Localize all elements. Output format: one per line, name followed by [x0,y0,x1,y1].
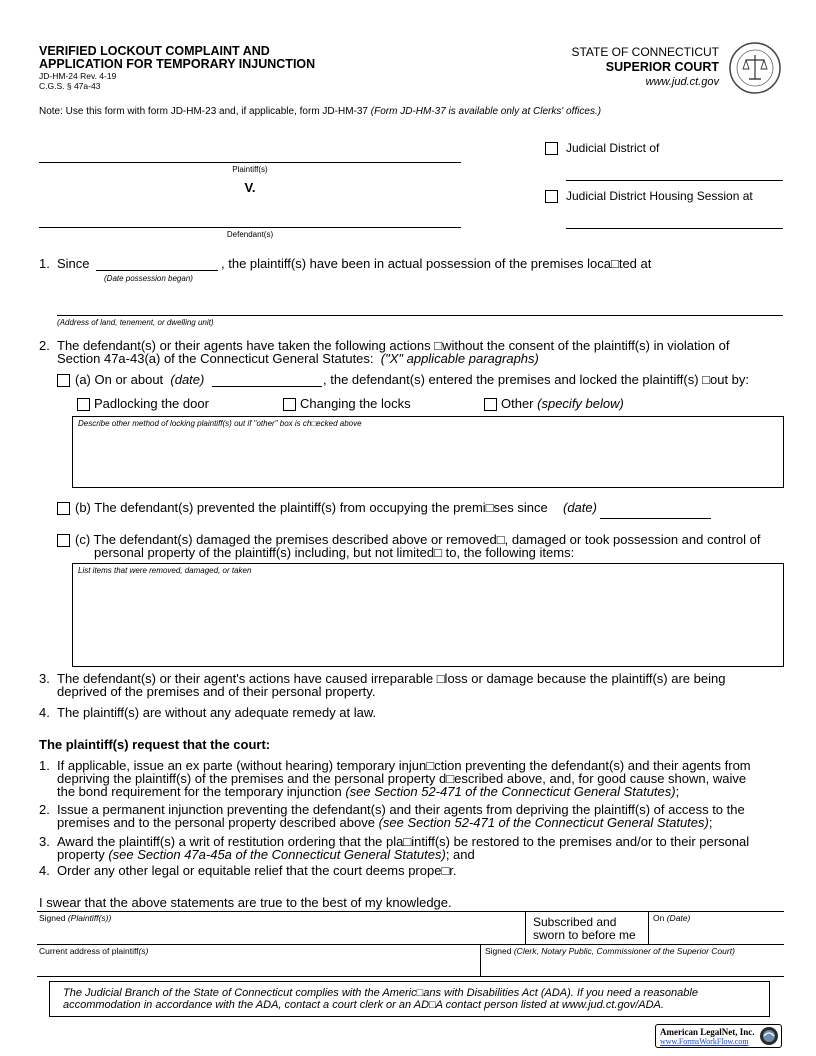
request-heading: The plaintiff(s) request that the court: [39,737,271,752]
paragraph-b-checkbox[interactable] [57,502,70,515]
paragraph-b-date-hint: (date) [563,500,597,515]
signature-top-rule [37,911,784,912]
request2-line2: premises and to the personal property described above (see Section 52-471 of the Connecticut General Statutes); [57,815,713,830]
item3-line2: deprived of the premises and of their personal property. [57,684,376,699]
form-title-line2: APPLICATION FOR TEMPORARY INJUNCTION [39,57,316,71]
signature-bottom-rule [37,976,784,977]
request4-number: 4. [39,863,50,878]
globe-icon [759,1026,779,1046]
item1-number: 1. [39,256,50,271]
request1-number: 1. [39,758,50,773]
occupying-date-line[interactable] [600,518,711,519]
court-name: SUPERIOR COURT [605,60,719,74]
paragraph-c-line2: personal property of the plaintiff(s) including, but not limited□ to, the following items: [94,545,575,560]
subscribed-label: Subscribed and sworn to before me [533,915,636,942]
form-title-line1: VERIFIED LOCKOUT COMPLAINT AND [39,44,270,58]
signature-divider-2 [648,911,649,944]
item1-text: , the plaintiff(s) have been in actual possession of the premises loca□ted at [221,256,652,271]
plaintiff-line[interactable] [39,162,461,163]
item1-since: Since [57,256,90,271]
item2-line2: Section 47a-43(a) of the Connecticut General Statutes: ("X" applicable paragraphs) [57,351,539,366]
paragraph-a-checkbox[interactable] [57,374,70,387]
address-hint: (Address of land, tenement, or dwelling unit) [57,318,214,327]
possession-date-hint: (Date possession began) [104,274,193,283]
vendor-logo [655,1024,782,1048]
other-method-label: Other (specify below) [501,396,624,411]
request1-line2: depriving the plaintiff(s) of the premises and the personal property d□escribed above, and, for good cause shown, waive [57,771,747,786]
request3-line1: Award the plaintiff(s) a writ of restitution ordering that the pla□intiff(s) be restored to the premises and/or to their personal [57,834,750,849]
changing-locks-label: Changing the locks [300,396,411,411]
paragraph-a-text: , the defendant(s) entered the premises and locked the plaintiff(s) □out by: [323,372,750,387]
request4-text: Order any other legal or equitable relief that the court deems prope□r. [57,863,457,878]
signature-divider-3 [480,944,481,976]
housing-session-label: Judicial District Housing Session at [566,189,753,203]
other-method-textbox[interactable] [72,416,784,488]
signature-divider-1 [525,911,526,944]
form-id: JD-HM-24 Rev. 4-19 [39,71,117,81]
housing-session-line[interactable] [566,228,783,229]
item2-line1: The defendant(s) or their agents have taken the following actions □without the consent of the plaintiff(s) in violation of [57,338,730,353]
state-name: STATE OF CONNECTICUT [571,45,719,59]
request1-line1: If applicable, issue an ex parte (without hearing) temporary injun□ction preventing the defendant(s) and their agents from [57,758,751,773]
versus-label: V. [244,180,256,195]
official-signature-field[interactable]: Signed (Clerk, Notary Public, Commissioner of the Superior Court) [485,946,735,956]
vendor-url: www.FormsWorkFlow.com [660,1037,749,1046]
court-website: www.jud.ct.gov [645,76,719,88]
paragraph-a-prefix: (a) On or about (date) [75,372,205,387]
padlocking-checkbox[interactable] [77,398,90,411]
changing-locks-checkbox[interactable] [283,398,296,411]
request2-number: 2. [39,802,50,817]
item4-number: 4. [39,705,50,720]
sworn-date-field[interactable]: On (Date) [653,913,691,923]
padlocking-label: Padlocking the door [94,396,209,411]
paragraph-c-checkbox[interactable] [57,534,70,547]
plaintiff-label: Plaintiff(s) [232,165,268,174]
defendant-line[interactable] [39,227,461,228]
address-line[interactable] [57,315,783,316]
vendor-name: American LegalNet, Inc. [660,1027,755,1037]
usage-note: Note: Use this form with form JD-HM-23 and, if applicable, form JD-HM-37 (Form JD-HM-37 is available only at Clerks' offices.) [39,106,602,117]
ada-line2: accommodation in accordance with the ADA, contact a court clerk or an AD□A contact person listed at www.jud.ct.gov/ADA. [63,999,664,1011]
judicial-district-label: Judicial District of [566,141,660,155]
request3-number: 3. [39,834,50,849]
swear-statement: I swear that the above statements are true to the best of my knowledge. [39,895,452,910]
signature-mid-rule [37,944,784,945]
ada-line1: The Judicial Branch of the State of Connecticut complies with the Americ□ans with Disabilities Act (ADA). If you need a reasonable [63,987,698,999]
state-seal-icon [728,41,782,95]
item3-number: 3. [39,671,50,686]
defendant-label: Defendant(s) [226,230,274,239]
item4-text: The plaintiff(s) are without any adequate remedy at law. [57,705,377,720]
request3-line2: property (see Section 47a-45a of the Connecticut General Statutes); and [57,847,475,862]
judicial-district-line[interactable] [566,180,783,181]
plaintiff-signature-field[interactable]: Signed (Plaintiff(s)) [39,913,112,923]
paragraph-c-line1: (c) The defendant(s) damaged the premises described above or removed□, damaged or took possession and control of [75,532,761,547]
housing-session-checkbox[interactable] [545,190,558,203]
ada-notice-box [49,981,770,1017]
items-list-textbox[interactable] [72,563,784,667]
other-method-checkbox[interactable] [484,398,497,411]
request2-line1: Issue a permanent injunction preventing the defendant(s) and their agents from depriving the plaintiff(s) of access to the [57,802,745,817]
lockout-date-line[interactable] [212,386,322,387]
request1-line3: the bond requirement for the temporary injunction (see Section 52-471 of the Connecticut General Statutes); [57,784,680,799]
items-list-hint: List items that were removed, damaged, or taken [78,566,252,575]
plaintiff-address-field[interactable]: Current address of plaintiff(s) [39,946,149,956]
paragraph-b-text: (b) The defendant(s) prevented the plaintiff(s) from occupying the premi□ses since [75,500,548,515]
other-method-hint: Describe other method of locking plaintiff(s) out if "other" box is ch□ecked above [78,419,362,428]
item2-number: 2. [39,338,50,353]
statute-ref: C.G.S. § 47a-43 [39,81,101,91]
item3-line1: The defendant(s) or their agent's actions have caused irreparable □loss or damage because the plaintiff(s) are being [57,671,726,686]
judicial-district-checkbox[interactable] [545,142,558,155]
possession-date-line[interactable] [96,270,218,271]
